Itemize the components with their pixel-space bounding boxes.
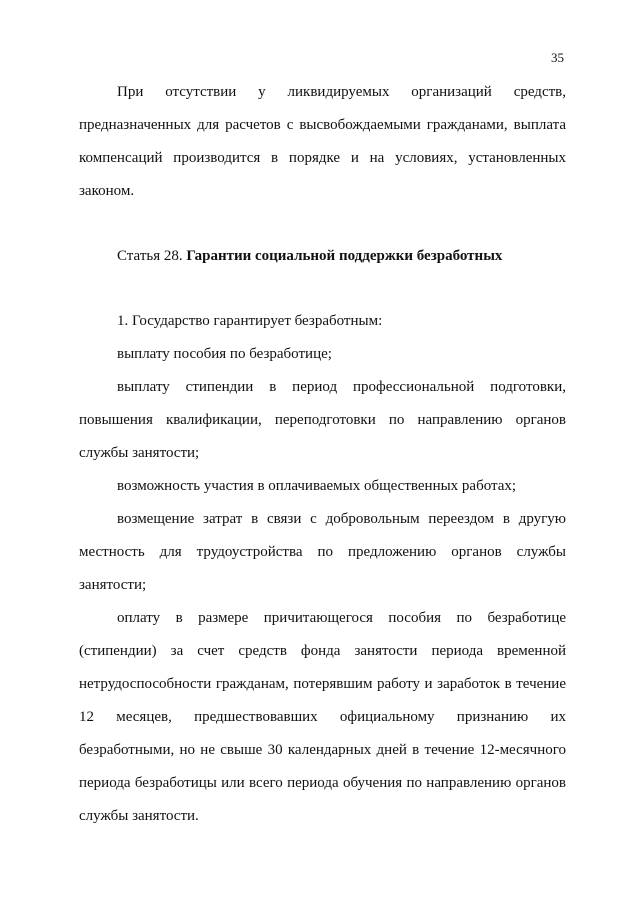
article-title: Гарантии социальной поддержки безработных [186, 248, 503, 264]
paragraph-stipend-payment: выплату стипендии в период профессиональной подготовки, повышения квалификации, переподготовки по направлению органов службы занятости; [79, 379, 566, 461]
paragraph-state-guarantees: 1. Государство гарантирует безработным: [117, 313, 383, 329]
paragraph-benefit-payment: выплату пособия по безработице; [117, 346, 332, 362]
page-content [79, 76, 566, 833]
paragraph-compensation: При отсутствии у ликвидируемых организаций средств, предназначенных для расчетов с высвобождаемыми гражданами, выплата компенсаций производится в порядке и на условиях, установленных законом. [79, 84, 566, 199]
paragraph-relocation-costs: возмещение затрат в связи с добровольным переездом в другую местность для трудоустройства по предложению органов службы занятости; [79, 511, 566, 593]
article-heading [79, 240, 566, 273]
article-number: Статья 28. [117, 248, 187, 264]
paragraph-public-works: возможность участия в оплачиваемых общественных работах; [117, 478, 517, 494]
paragraph-disability-payment: оплату в размере причитающегося пособия по безработице (стипендии) за счет средств фонда занятости периода временной нетрудоспособности гражданам, потерявшим работу и заработок в течение 12 месяцев, предшествовавших официальному признанию их безработными, но не свыше 30 календарных дней в течение 12-месячного периода безработицы или всего периода обучения по направлению органов службы занятости. [79, 610, 566, 824]
page-number: 35 [551, 50, 564, 65]
